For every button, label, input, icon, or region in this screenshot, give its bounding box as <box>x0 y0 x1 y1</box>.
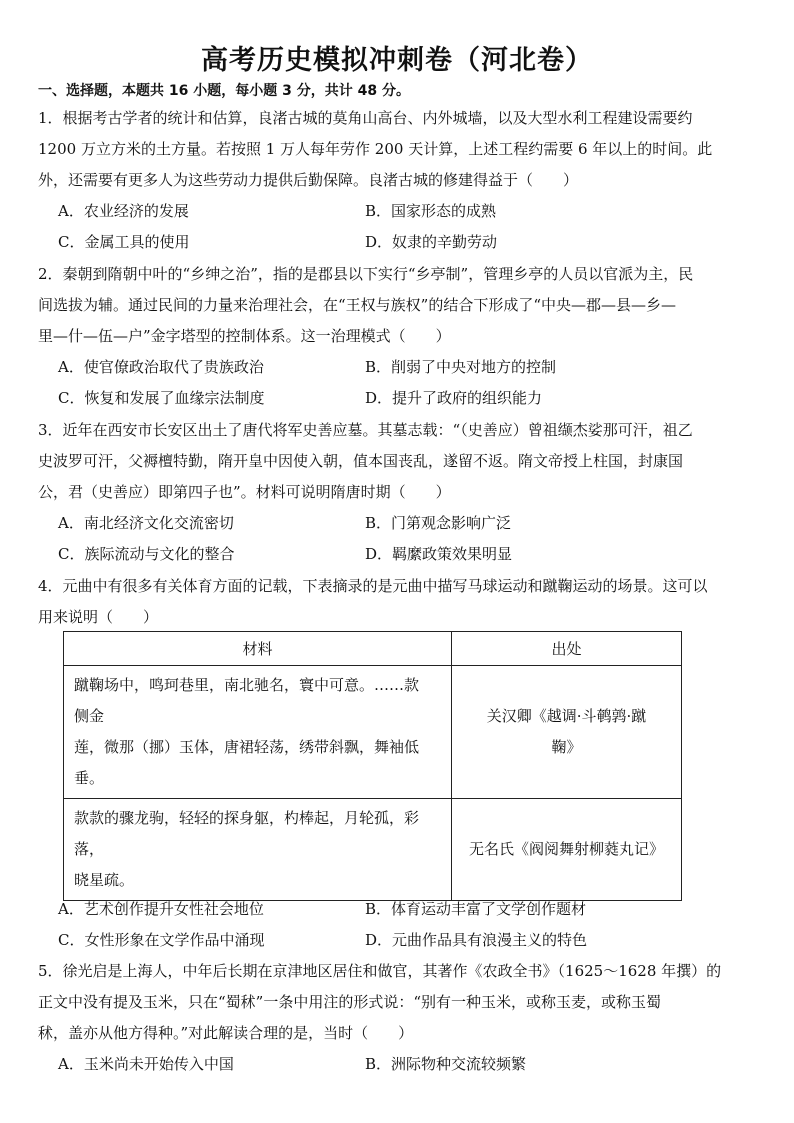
material-text-line: 垂。 <box>74 769 105 787</box>
q4-option-b[interactable]: B．体育运动丰富了文学创作题材 <box>365 900 587 918</box>
q4-line-2: 用来说明（ ） <box>38 608 159 626</box>
source-text-line: 无名氏《阀阅舞射柳蕤丸记》 <box>469 840 665 858</box>
table-row <box>64 666 682 799</box>
material-text-line: 落， <box>74 840 105 858</box>
table-cell-source <box>452 799 682 901</box>
material-text-line: 晓星疏。 <box>74 871 135 889</box>
q5-option-b[interactable]: B．洲际物种交流较频繁 <box>365 1055 527 1073</box>
table-cell-material <box>64 666 452 799</box>
q2-line-2: 间选拔为辅。通过民间的力量来治理社会，在“王权与族权”的结合下形成了“中央—郡—县—乡— <box>38 296 677 314</box>
q4-line-1: 4．元曲中有很多有关体育方面的记载，下表摘录的是元曲中描写马球运动和蹴鞠运动的场景。这可以 <box>38 577 708 595</box>
table-cell-material <box>64 799 452 901</box>
table-header-source: 出处 <box>452 632 682 666</box>
q3-option-b[interactable]: B．门第观念影响广泛 <box>365 514 512 532</box>
q4-option-c[interactable]: C．女性形象在文学作品中涌现 <box>58 931 265 949</box>
q3-line-2: 史波罗可汗，父褥檀特勤，隋开皇中因使入朝，值本国丧乱，遂留不返。隋文帝授上柱国，封康国 <box>38 452 684 470</box>
material-text-line: 蹴鞠场中，鸣珂巷里，南北驰名，寰中可意。……款 <box>74 676 420 694</box>
q5-line-3: 秫，盖亦从他方得种。”对此解读合理的是，当时（ ） <box>38 1024 414 1042</box>
q5-line-1: 5．徐光启是上海人，中年后长期在京津地区居住和做官，其著作《农政全书》（1625～1628 年撰）的 <box>38 962 722 980</box>
q3-line-1: 3．近年在西安市长安区出土了唐代将军史善应墓。其墓志载：“（史善应）曾祖缬杰娑那可汗，祖乙 <box>38 421 693 439</box>
source-text-line: 关汉卿《越调·斗鹌鹑·蹴 <box>486 707 647 725</box>
material-table <box>63 631 682 901</box>
q4-option-a[interactable]: A．艺术创作提升女性社会地位 <box>58 900 264 918</box>
q1-option-a[interactable]: A．农业经济的发展 <box>58 202 189 220</box>
table-header-material: 材料 <box>64 632 452 666</box>
q2-option-a[interactable]: A．使官僚政治取代了贵族政治 <box>58 358 264 376</box>
q2-option-d[interactable]: D．提升了政府的组织能力 <box>365 389 543 407</box>
q5-option-a[interactable]: A．玉米尚未开始传入中国 <box>58 1055 234 1073</box>
q1-line-2: 1200 万立方米的土方量。若按照 1 万人每年劳作 200 天计算，上述工程约需要 6 年以上的时间。此 <box>38 140 713 158</box>
q1-line-3: 外，还需要有更多人为这些劳动力提供后勤保障。良渚古城的修建得益于（ ） <box>38 171 579 189</box>
table-row <box>64 799 682 901</box>
q1-option-b[interactable]: B．国家形态的成熟 <box>365 202 497 220</box>
section-heading: 一、选择题，本题共 16 小题，每小题 3 分，共计 48 分。 <box>38 83 410 99</box>
q2-line-1: 2．秦朝到隋朝中叶的“乡绅之治”，指的是郡县以下实行“乡亭制”，管理乡亭的人员以官派为主，民 <box>38 265 694 283</box>
q1-option-c[interactable]: C．金属工具的使用 <box>58 233 190 251</box>
material-text-line: 侧金 <box>74 707 105 725</box>
q2-option-c[interactable]: C．恢复和发展了血缘宗法制度 <box>58 389 265 407</box>
table-header-row <box>64 632 682 666</box>
exam-title: 高考历史模拟冲刺卷（河北卷） <box>201 45 593 76</box>
q4-option-d[interactable]: D．元曲作品具有浪漫主义的特色 <box>365 931 588 949</box>
material-text-line: 款款的骤龙驹，轻轻的探身躯，杓棒起，月轮孤，彩 <box>74 809 420 827</box>
q3-line-3: 公，君（史善应）即第四子也”。材料可说明隋唐时期（ ） <box>38 483 451 501</box>
q2-line-3: 里—什—伍—户”金字塔型的控制体系。这一治理模式（ ） <box>38 327 451 345</box>
source-text-line: 鞠》 <box>551 738 582 756</box>
q3-option-c[interactable]: C．族际流动与文化的整合 <box>58 545 235 563</box>
q1-line-1: 1．根据考古学者的统计和估算，良渚古城的莫角山高台、内外城墙，以及大型水利工程建设需要约 <box>38 109 693 127</box>
material-text-line: 莲，微那（挪）玉体，唐裙轻荡，绣带斜飘，舞袖低 <box>74 738 420 756</box>
q1-option-d[interactable]: D．奴隶的辛勤劳动 <box>365 233 498 251</box>
q2-option-b[interactable]: B．削弱了中央对地方的控制 <box>365 358 557 376</box>
q3-option-d[interactable]: D．羁縻政策效果明显 <box>365 545 513 563</box>
q3-option-a[interactable]: A．南北经济文化交流密切 <box>58 514 234 532</box>
table-cell-source <box>452 666 682 799</box>
q5-line-2: 正文中没有提及玉米，只在“蜀秫”一条中用注的形式说：“别有一种玉米，或称玉麦，或称玉蜀 <box>38 993 662 1011</box>
